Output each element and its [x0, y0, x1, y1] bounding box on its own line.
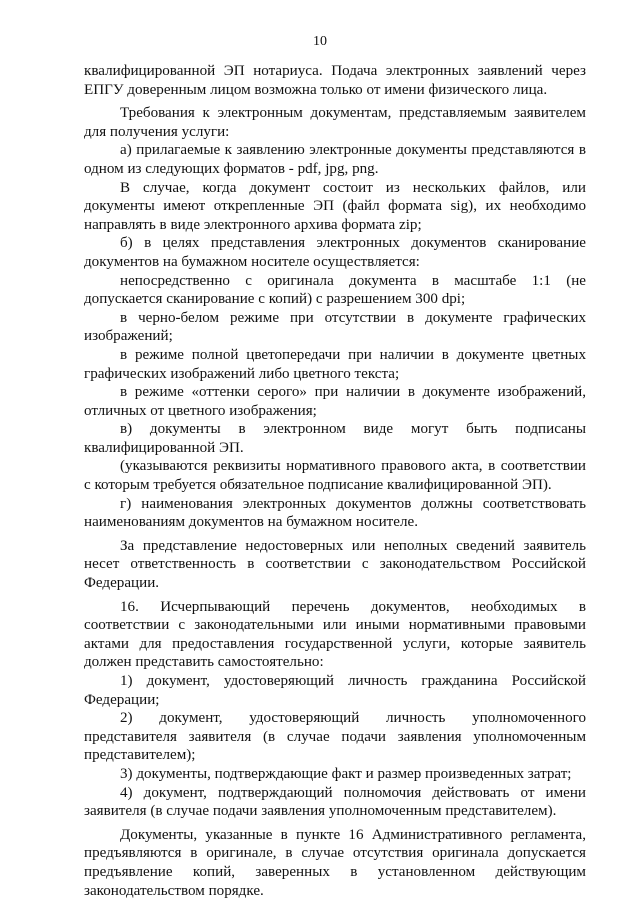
list-item-2: 2) документ, удостоверяющий личность уполномоченного представителя заявителя (в случае подачи заявления уполномоченным представителем);	[84, 710, 586, 764]
paragraph-section-16: 16. Исчерпывающий перечень документов, необходимых в соответствии с законодательными или иными нормативными правовыми актами для предоставления государственной услуги, которые заявитель должен представить самостоятельно:	[84, 598, 586, 671]
list-item-3: 3) документы, подтверждающие факт и размер произведенных затрат;	[120, 765, 572, 782]
paragraph-continuation: квалифицированной ЭП нотариуса. Подача электронных заявлений через ЕПГУ доверенным лицом возможна только от имени физического лица.	[84, 63, 586, 98]
list-item-4: 4) документ, подтверждающий полномочия действовать от имени заявителя (в случае подачи заявления уполномоченным представителем).	[84, 784, 586, 820]
paragraph-item-g: г) наименования электронных документов должны соответствовать наименованиям документов на бумажном носителе.	[84, 495, 586, 531]
paragraph-responsibility: За представление недостоверных или неполных сведений заявитель несет ответственность в соответствии с законодательством Российской Федерации.	[84, 537, 586, 592]
paragraph-scan-grayscale: в режиме «оттенки серого» при наличии в документе изображений, отличных от цветного изображения;	[84, 384, 586, 419]
paragraph-legal-act-note: (указываются реквизиты нормативного правового акта, в соответствии с которым требуется обязательное подписание квалифицированной ЭП).	[84, 458, 586, 494]
list-item-1: 1) документ, удостоверяющий личность гражданина Российской Федерации;	[84, 673, 586, 708]
paragraph-multiple-files: В случае, когда документ состоит из нескольких файлов, или документы имеют открепленные ЭП (файл формата sig), их необходимо направлять в виде электронного архива формата zip;	[84, 179, 586, 233]
document-body	[84, 62, 586, 900]
paragraph-item-a: а) прилагаемые к заявлению электронные документы представляются в одном из следующих форматов - pdf, jpg, png.	[84, 142, 586, 177]
paragraph-scan-color: в режиме полной цветопередачи при наличии в документе цветных графических изображений либо цветного текста;	[84, 346, 586, 382]
paragraph-originals: Документы, указанные в пункте 16 Административного регламента, предъявляются в оригинале, в случае отсутствия оригинала допускается предъявление копий, заверенных в установленном действующим законодательством порядке.	[84, 826, 586, 899]
paragraph-item-v: в) документы в электронном виде могут быть подписаны квалифицированной ЭП.	[84, 421, 586, 456]
page-number: 10	[313, 34, 327, 49]
paragraph-item-b: б) в целях представления электронных документов сканирование документов на бумажном носителе осуществляется:	[84, 235, 586, 270]
paragraph-scan-bw: в черно-белом режиме при отсутствии в документе графических изображений;	[84, 309, 586, 345]
paragraph-requirements-intro: Требования к электронным документам, представляемым заявителем для получения услуги:	[84, 105, 586, 140]
paragraph-scan-original: непосредственно с оригинала документа в масштабе 1:1 (не допускается сканирование с копий) с разрешением 300 dpi;	[84, 272, 586, 308]
